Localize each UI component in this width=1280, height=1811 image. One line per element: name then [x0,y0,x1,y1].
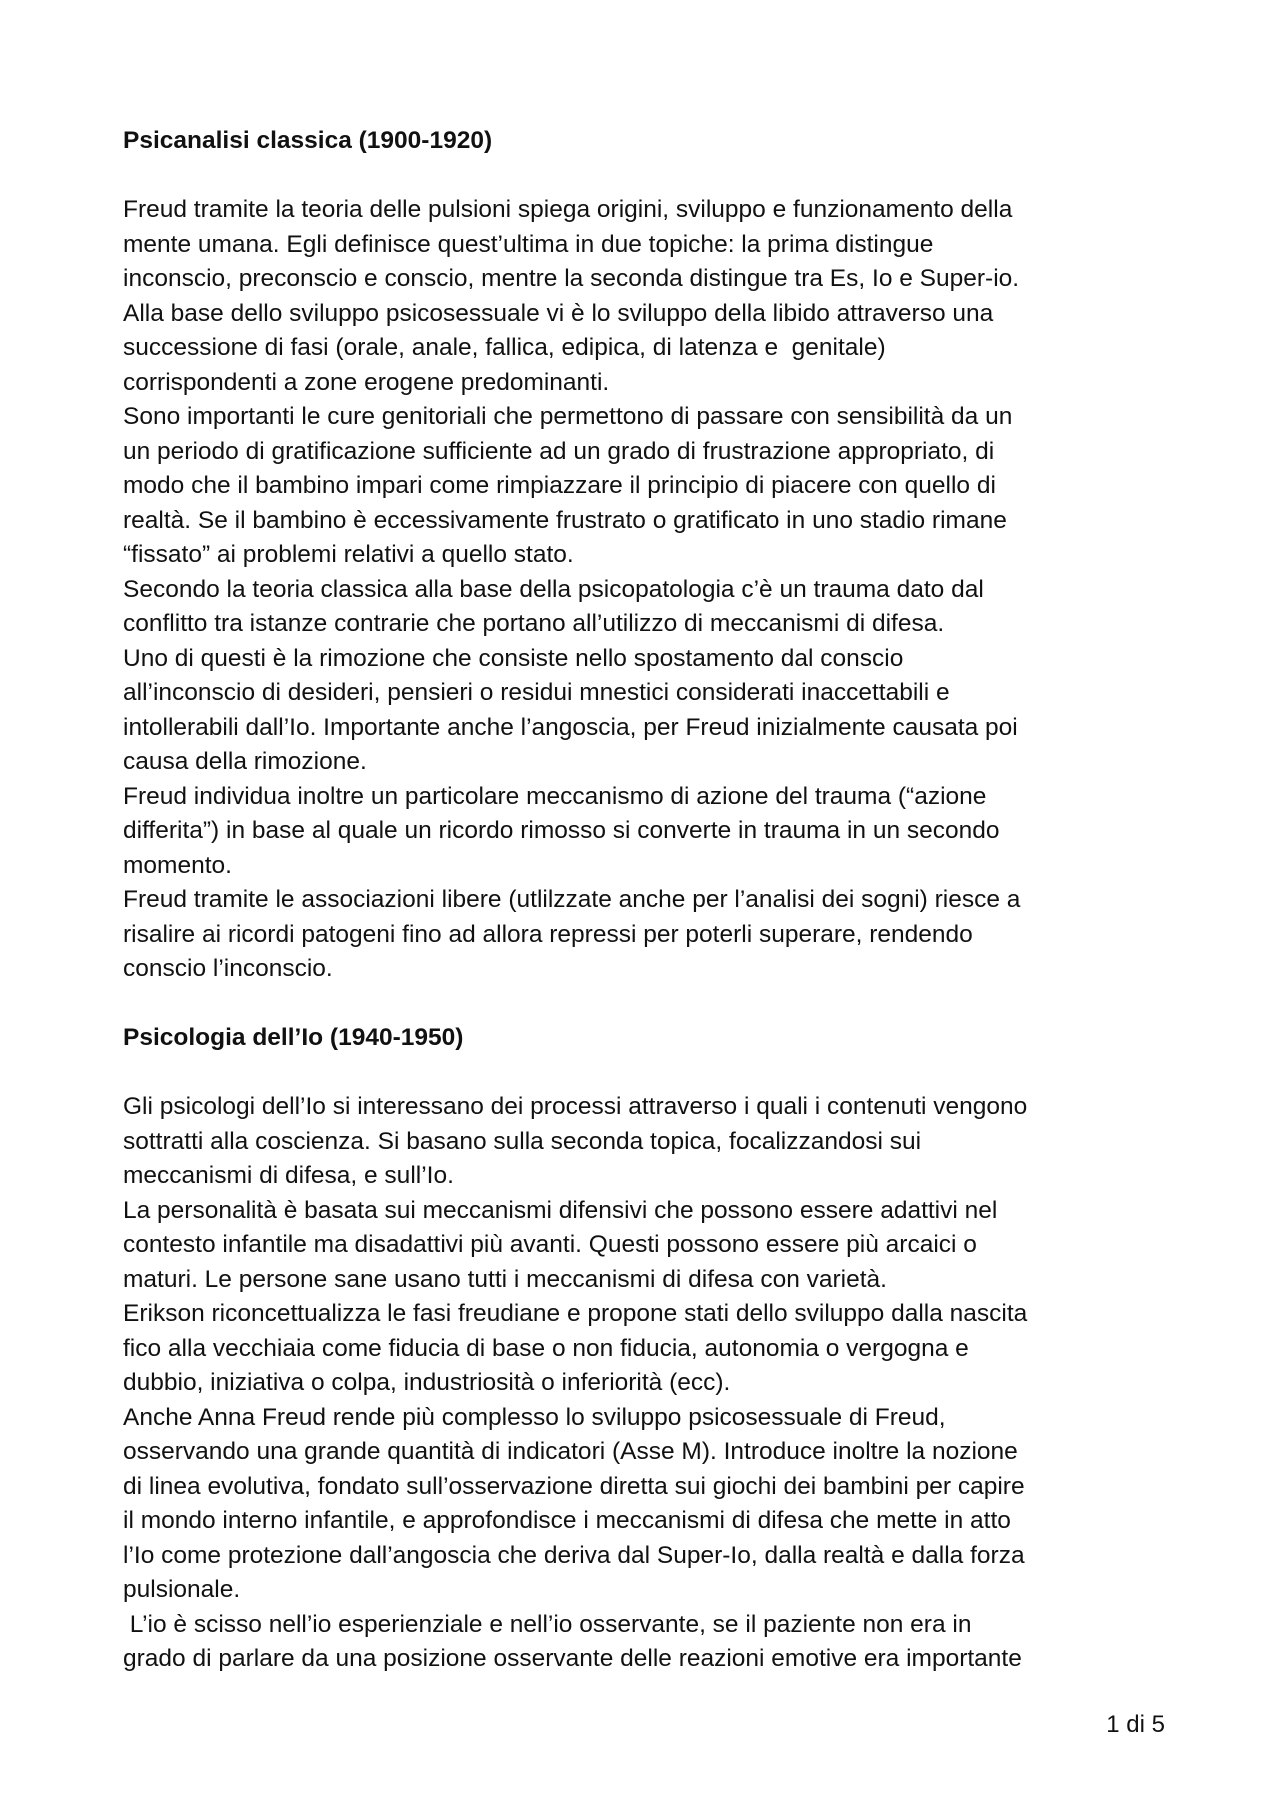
text-line: fico alla vecchiaia come fiducia di base o non fiducia, autonomia o vergogna e [123,1334,969,1362]
document-page [123,124,1173,1677]
text-line: dubbio, iniziativa o colpa, industriosità o inferiorità (ecc). [123,1369,731,1396]
page-number: 1 di 5 [1106,1711,1165,1738]
text-line: Uno di questi è la rimozione che consiste nello spostamento dal conscio [123,644,904,672]
text-line: meccanismi di difesa, e sull’Io. [123,1162,454,1189]
text-line: grado di parlare da una posizione osservante delle reazioni emotive era importante [123,1645,1022,1672]
section-heading: Psicanalisi classica (1900-1920) [123,127,493,154]
text-line: Erikson riconcettualizza le fasi freudiane e propone stati dello sviluppo dalla nascita [123,1300,1028,1327]
text-line: l’Io come protezione dall’angoscia che deriva dal Super-Io, dalla realtà e dalla forza [123,1541,1025,1569]
text-line: Gli psicologi dell’Io si interessano dei processi attraverso i quali i contenuti vengono [123,1093,1028,1120]
text-line: momento. [123,851,232,879]
text-line: mente umana. Egli definisce quest’ultima in due topiche: la prima distingue [123,230,934,258]
text-line: osservando una grande quantità di indicatori (Asse M). Introduce inoltre la nozione [123,1438,1018,1465]
text-line: corrispondenti a zone erogene predominanti. [123,368,610,396]
text-line: Freud tramite le associazioni libere (utlilzzate anche per l’analisi dei sogni) riesce a [123,886,1021,913]
text-line: contesto infantile ma disadattivi più avanti. Questi possono essere più arcaici o [123,1231,977,1258]
text-line: all’inconscio di desideri, pensieri o residui mnestici considerati inaccettabili e [123,679,950,706]
text-line: L’io è scisso nell’io esperienziale e nell’io osservante, se il paziente non era in [123,1610,972,1638]
section-body [123,193,1173,987]
text-line: Freud tramite la teoria delle pulsioni spiega origini, sviluppo e funzionamento della [123,196,1013,223]
text-line: maturi. Le persone sane usano tutti i meccanismi di difesa con varietà. [123,1265,887,1293]
text-line: sottratti alla coscienza. Si basano sulla seconda topica, focalizzandosi sui [123,1127,922,1155]
text-line: un periodo di gratificazione sufficiente ad un grado di frustrazione appropriato, di [123,437,995,465]
text-line: successione di fasi (orale, anale, fallica, edipica, di latenza e genitale) [123,334,886,361]
text-line: causa della rimozione. [123,748,367,775]
text-line: Sono importanti le cure genitoriali che permettono di passare con sensibilità da un [123,403,1013,430]
text-line: il mondo interno infantile, e approfondisce i meccanismi di difesa che mette in atto [123,1507,1011,1534]
text-line: conflitto tra istanze contrarie che portano all’utilizzo di meccanismi di difesa. [123,610,945,637]
text-line: intollerabili dall’Io. Importante anche l’angoscia, per Freud inizialmente causata poi [123,713,1018,741]
text-line: modo che il bambino impari come rimpiazzare il principio di piacere con quello di [123,472,996,499]
section-body [123,1090,1173,1677]
section-heading: Psicologia dell’Io (1940-1950) [123,1024,464,1051]
text-line: conscio l’inconscio. [123,955,333,982]
text-line: “fissato” ai problemi relativi a quello stato. [123,541,574,568]
text-line: Alla base dello sviluppo psicosessuale vi è lo sviluppo della libido attraverso una [123,299,994,327]
text-line: di linea evolutiva, fondato sull’osservazione diretta sui giochi dei bambini per capire [123,1472,1025,1500]
text-line: differita”) in base al quale un ricordo rimosso si converte in trauma in un secondo [123,817,1000,844]
text-line: La personalità è basata sui meccanismi difensivi che possono essere adattivi nel [123,1196,998,1224]
text-line: risalire ai ricordi patogeni fino ad allora repressi per poterli superare, rendendo [123,920,973,948]
text-line: Anche Anna Freud rende più complesso lo sviluppo psicosessuale di Freud, [123,1403,946,1431]
text-line: realtà. Se il bambino è eccessivamente frustrato o gratificato in uno stadio rimane [123,506,1007,534]
text-line: pulsionale. [123,1576,241,1603]
text-line: Freud individua inoltre un particolare meccanismo di azione del trauma (“azione [123,782,987,810]
text-line: inconscio, preconscio e conscio, mentre la seconda distingue tra Es, Io e Super-io. [123,265,1020,292]
text-line: Secondo la teoria classica alla base della psicopatologia c’è un trauma dato dal [123,575,984,603]
